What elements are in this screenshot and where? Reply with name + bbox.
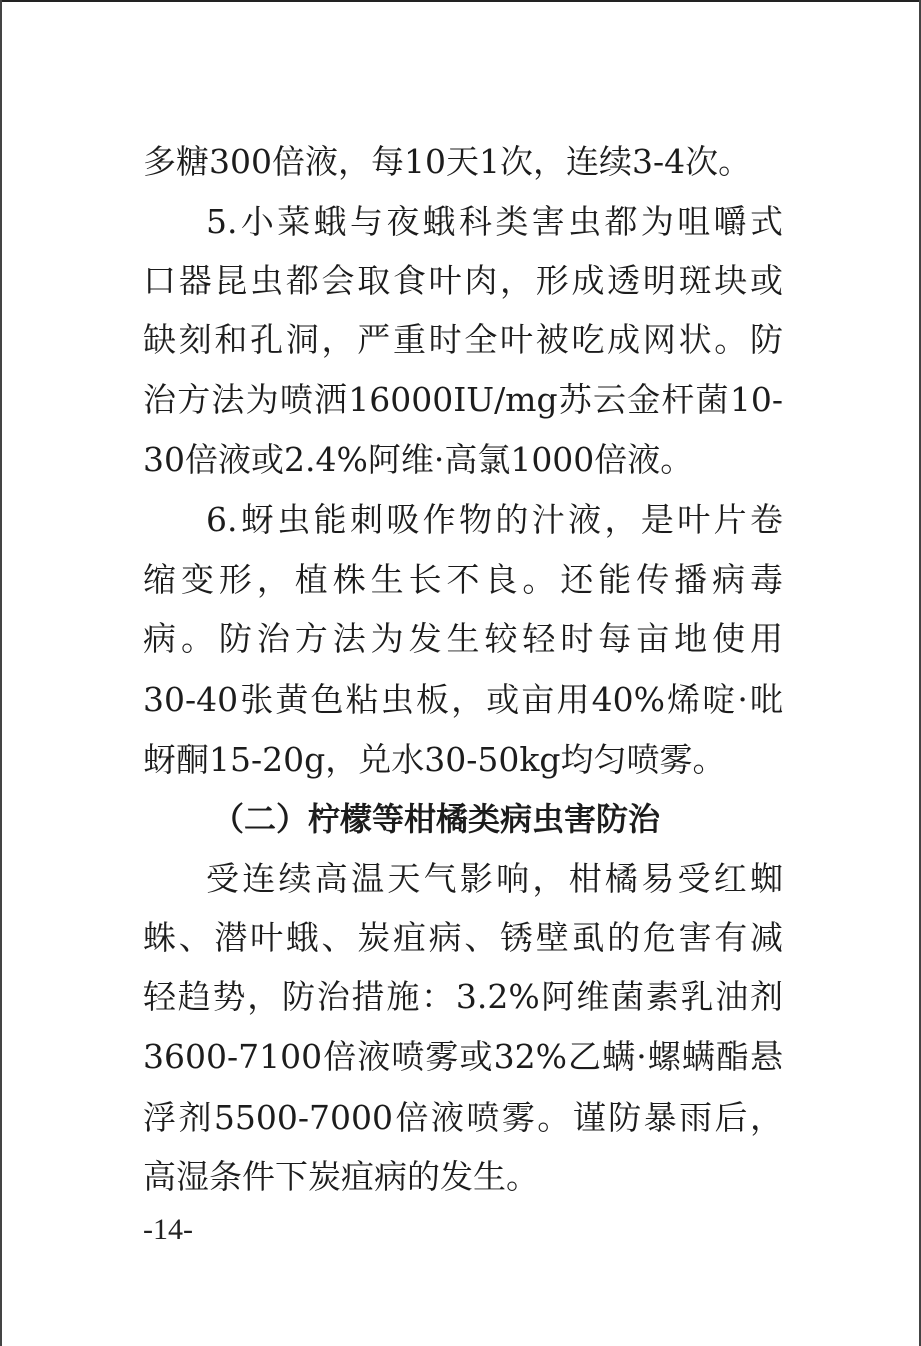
text-line: 浮剂5500-7000倍液喷雾。谨防暴雨后， <box>143 1098 783 1137</box>
text-line: 缩变形，植株生长不良。还能传播病毒 <box>143 560 783 599</box>
paragraph-citrus-start: 受连续高温天气影响，柑橘易受红蜘 <box>206 859 783 898</box>
text-line: 30倍液或2.4%阿维·高氯1000倍液。 <box>143 440 694 479</box>
text-line: 轻趋势，防治措施：3.2%阿维菌素乳油剂 <box>143 977 783 1016</box>
text-line: 蚜酮15-20g，兑水30-50kg均匀喷雾。 <box>143 740 726 779</box>
text-line: 3600-7100倍液喷雾或32%乙螨·螺螨酯悬 <box>143 1037 783 1076</box>
text-line: 口器昆虫都会取食叶肉，形成透明斑块或 <box>143 261 783 300</box>
paragraph-5-start: 5.小菜蛾与夜蛾科类害虫都为咀嚼式 <box>206 202 783 241</box>
section-heading: （二）柠檬等柑橘类病虫害防治 <box>212 800 661 838</box>
text-line: 蛛、潜叶蛾、炭疽病、锈壁虱的危害有减 <box>143 918 783 957</box>
page-border-left <box>0 0 2 1346</box>
text-line: 30-40张黄色粘虫板，或亩用40%烯啶·吡 <box>143 680 783 719</box>
text-line: 高湿条件下炭疽病的发生。 <box>143 1157 539 1196</box>
text-line: 多糖300倍液，每10天1次，连续3-4次。 <box>143 142 752 181</box>
page-number: -14- <box>143 1213 193 1246</box>
paragraph-6-start: 6.蚜虫能刺吸作物的汁液，是叶片卷 <box>206 500 783 539</box>
page-border-top <box>0 0 921 2</box>
text-line: 病。防治方法为发生较轻时每亩地使用 <box>143 619 783 658</box>
text-line: 治方法为喷洒16000IU/mg苏云金杆菌10- <box>143 380 783 419</box>
text-line: 缺刻和孔洞，严重时全叶被吃成网状。防 <box>143 320 783 359</box>
